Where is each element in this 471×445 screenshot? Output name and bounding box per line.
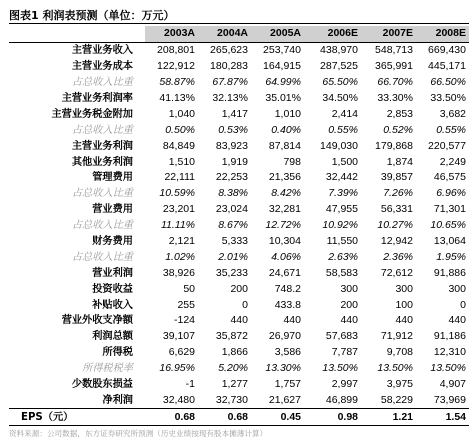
value-cell: 91,186 <box>433 330 466 343</box>
value-cell: 3,975 <box>386 378 413 391</box>
table-row <box>9 202 469 218</box>
row-label: 主营业务利润率 <box>61 93 133 104</box>
value-cell: 73,969 <box>433 393 466 406</box>
value-cell: 365,991 <box>375 60 413 73</box>
value-cell: 3,682 <box>439 107 466 120</box>
value-cell: 208,801 <box>157 44 195 57</box>
value-cell: 13,064 <box>433 235 466 248</box>
value-cell: 32,730 <box>215 393 248 406</box>
value-cell: 200 <box>340 298 358 311</box>
row-label: EPS（元） <box>9 409 145 426</box>
value-cell: 3,586 <box>274 346 301 359</box>
value-cell: 16.95% <box>159 362 195 375</box>
value-cell: 1,010 <box>274 107 301 120</box>
value-cell: 84,849 <box>162 139 195 152</box>
value-cell: 21,627 <box>268 393 301 406</box>
value-cell: 4.06% <box>271 250 301 263</box>
value-cell: 179,868 <box>375 139 413 152</box>
row-label: 主营业务收入 <box>71 45 133 57</box>
value-cell: -1 <box>185 378 195 391</box>
value-cell: 164,915 <box>263 60 301 73</box>
value-cell: 440 <box>395 314 413 327</box>
value-cell: 12,942 <box>380 235 413 248</box>
value-cell: 440 <box>230 314 248 327</box>
ratio-row <box>9 122 469 138</box>
ratio-row <box>9 249 469 265</box>
ratio-row <box>9 361 469 377</box>
value-cell: 47,955 <box>325 203 358 216</box>
value-cell: 180,283 <box>210 60 248 73</box>
value-cell: 8.67% <box>218 219 248 232</box>
value-cell: 8.42% <box>271 187 301 200</box>
value-cell: 1,757 <box>274 378 301 391</box>
table-row <box>9 42 469 58</box>
row-label: 营业费用 <box>92 204 133 216</box>
value-cell: 0.52% <box>383 123 413 136</box>
table-row <box>9 329 469 345</box>
ratio-row <box>9 75 469 91</box>
value-cell: 5,333 <box>221 235 248 248</box>
value-cell: 8.38% <box>218 187 248 200</box>
value-cell: 1.21 <box>361 409 416 426</box>
value-cell: 32,480 <box>162 393 195 406</box>
value-cell: 58,229 <box>380 393 413 406</box>
row-label: 财务费用 <box>92 236 133 248</box>
value-cell: 66.50% <box>430 76 466 89</box>
value-cell: 13.50% <box>430 362 466 375</box>
table-title: 图表1 利润表预测（单位：万元） <box>9 9 175 22</box>
value-cell: 1,866 <box>221 346 248 359</box>
year-header: 2006E <box>304 26 361 42</box>
value-cell: 0 <box>242 298 248 311</box>
table-row <box>9 91 469 107</box>
value-cell: 12.72% <box>265 219 301 232</box>
value-cell: 35,233 <box>215 266 248 279</box>
value-cell: 0.55% <box>436 123 466 136</box>
table-row <box>9 377 469 393</box>
value-cell: 7.26% <box>383 187 413 200</box>
value-cell: 548,713 <box>375 44 413 57</box>
ratio-row <box>9 218 469 234</box>
value-cell: 300 <box>340 282 358 295</box>
value-cell: 41.13% <box>159 92 195 104</box>
table-row <box>9 170 469 186</box>
value-cell: 34.50% <box>322 92 358 104</box>
value-cell: 0 <box>460 298 466 311</box>
value-cell: 2.36% <box>383 250 413 263</box>
value-cell: 2,997 <box>331 378 358 391</box>
row-label: 所得税税率 <box>82 363 133 375</box>
row-label: 管理费用 <box>92 172 133 184</box>
value-cell: 65.50% <box>322 76 358 89</box>
value-cell: 2.01% <box>218 250 248 263</box>
value-cell: 200 <box>230 282 248 295</box>
value-cell: 11.11% <box>160 219 195 232</box>
value-cell: 253,740 <box>263 44 301 57</box>
value-cell: 35.01% <box>265 92 301 104</box>
value-cell: 440 <box>448 314 466 327</box>
value-cell: 10.59% <box>159 187 195 200</box>
table-row <box>9 106 469 122</box>
value-cell: 1.95% <box>436 250 466 263</box>
value-cell: 13.30% <box>265 362 301 375</box>
value-cell: 1,417 <box>221 107 248 120</box>
row-label: 占总收入比重 <box>71 188 133 200</box>
value-cell: 287,525 <box>320 60 358 73</box>
value-cell: 13.50% <box>377 362 413 375</box>
table-row <box>9 392 469 408</box>
value-cell: 1,874 <box>386 155 413 168</box>
row-label: 其他业务利润 <box>71 156 133 168</box>
value-cell: 57,683 <box>325 330 358 343</box>
table-body <box>9 42 469 425</box>
value-cell: 13.50% <box>322 362 358 375</box>
value-cell: 220,577 <box>428 139 466 152</box>
table-row <box>9 313 469 329</box>
eps-row <box>9 409 469 426</box>
value-cell: 33.50% <box>430 92 466 104</box>
value-cell: 1,510 <box>168 155 195 168</box>
row-label: 营业利润 <box>92 267 133 279</box>
value-cell: 748.2 <box>274 282 301 295</box>
value-cell: 1,500 <box>331 155 358 168</box>
year-header: 2003A <box>145 26 198 42</box>
value-cell: 2,121 <box>168 235 195 248</box>
year-header: 2005A <box>251 26 304 42</box>
row-label: 占总收入比重 <box>71 124 133 136</box>
value-cell: 32.13% <box>212 92 248 104</box>
row-label: 占总收入比重 <box>71 220 133 232</box>
row-label: 占总收入比重 <box>71 251 133 263</box>
value-cell: 22,111 <box>164 171 195 184</box>
value-cell: 122,912 <box>157 60 195 73</box>
value-cell: 32,281 <box>268 203 301 216</box>
value-cell: 100 <box>395 298 413 311</box>
table-row <box>9 59 469 75</box>
value-cell: 7,787 <box>331 346 358 359</box>
top-rule <box>9 23 469 24</box>
value-cell: 71,301 <box>433 203 466 216</box>
value-cell: 87,814 <box>268 139 301 152</box>
value-cell: 46,575 <box>433 171 466 184</box>
value-cell: 38,926 <box>162 266 195 279</box>
value-cell: 6,629 <box>168 346 195 359</box>
value-cell: 66.70% <box>377 76 413 89</box>
value-cell: 10,304 <box>268 235 301 248</box>
ratio-row <box>9 186 469 202</box>
value-cell: 669,430 <box>428 44 466 57</box>
value-cell: 9,708 <box>386 346 413 359</box>
value-cell: 0.50% <box>165 123 195 136</box>
value-cell: 10.92% <box>322 219 358 232</box>
value-cell: 6.96% <box>436 187 466 200</box>
value-cell: 50 <box>183 282 195 295</box>
value-cell: 7.39% <box>328 187 358 200</box>
value-cell: 445,171 <box>428 60 466 73</box>
value-cell: 438,970 <box>320 44 358 57</box>
header-label-cell <box>9 26 145 42</box>
value-cell: 1,919 <box>221 155 248 168</box>
table-row <box>9 138 469 154</box>
value-cell: 39,857 <box>380 171 413 184</box>
value-cell: 433.8 <box>274 298 301 311</box>
source-note: 资料来源：公司数据，东方证券研究所预测（历史业绩按现有股本摊薄计算） <box>9 429 268 438</box>
year-header: 2007E <box>361 26 416 42</box>
value-cell: 58.87% <box>159 76 195 89</box>
table-row <box>9 234 469 250</box>
row-label: 主营业务利润 <box>71 140 133 152</box>
row-label: 净利润 <box>102 394 133 406</box>
value-cell: 71,912 <box>380 330 413 343</box>
row-label: 主营业务成本 <box>71 61 133 73</box>
table-row <box>9 345 469 361</box>
row-label: 主营业务税金附加 <box>51 108 133 120</box>
value-cell: 0.53% <box>218 123 248 136</box>
value-cell: 10.65% <box>430 219 466 232</box>
table-row <box>9 154 469 170</box>
row-label: 少数股东损益 <box>71 379 133 391</box>
value-cell: 39,107 <box>162 330 195 343</box>
value-cell: 0.55% <box>328 123 358 136</box>
value-cell: 21,356 <box>268 171 301 184</box>
value-cell: 46,899 <box>325 393 358 406</box>
value-cell: 67.87% <box>212 76 248 89</box>
value-cell: 58,583 <box>325 266 358 279</box>
value-cell: 1,277 <box>221 378 248 391</box>
value-cell: -124 <box>173 314 195 327</box>
value-cell: 24,671 <box>268 266 301 279</box>
value-cell: 23,201 <box>162 203 195 216</box>
value-cell: 255 <box>177 298 195 311</box>
value-cell: 1.02% <box>165 250 195 263</box>
value-cell: 83,923 <box>215 139 248 152</box>
value-cell: 32,442 <box>325 171 358 184</box>
header-row <box>9 26 469 42</box>
value-cell: 265,623 <box>210 44 248 57</box>
year-header: 2004A <box>198 26 251 42</box>
value-cell: 0.98 <box>304 409 361 426</box>
value-cell: 2.63% <box>328 250 358 263</box>
value-cell: 10.27% <box>377 219 413 232</box>
value-cell: 0.68 <box>145 409 198 426</box>
value-cell: 1.54 <box>416 409 469 426</box>
row-label: 投资收益 <box>92 283 133 295</box>
table-row <box>9 297 469 313</box>
row-label: 营业外收支净额 <box>61 315 133 327</box>
row-label: 所得税 <box>102 347 133 359</box>
value-cell: 2,249 <box>439 155 466 168</box>
value-cell: 798 <box>283 155 301 168</box>
value-cell: 440 <box>340 314 358 327</box>
value-cell: 0.45 <box>251 409 304 426</box>
row-label: 利润总额 <box>92 331 133 343</box>
value-cell: 2,853 <box>386 107 413 120</box>
row-label: 占总收入比重 <box>71 77 133 89</box>
year-header: 2008E <box>416 26 469 42</box>
value-cell: 12,310 <box>433 346 466 359</box>
row-label: 补贴收入 <box>92 299 133 311</box>
value-cell: 64.99% <box>265 76 301 89</box>
value-cell: 0.68 <box>198 409 251 426</box>
value-cell: 26,970 <box>268 330 301 343</box>
value-cell: 300 <box>448 282 466 295</box>
value-cell: 91,886 <box>433 266 466 279</box>
value-cell: 440 <box>283 314 301 327</box>
value-cell: 33.30% <box>377 92 413 104</box>
income-statement-table <box>9 26 469 426</box>
value-cell: 4,907 <box>439 378 466 391</box>
value-cell: 22,253 <box>215 171 248 184</box>
value-cell: 11,550 <box>326 235 358 248</box>
value-cell: 2,414 <box>331 107 358 120</box>
value-cell: 300 <box>395 282 413 295</box>
value-cell: 56,331 <box>380 203 413 216</box>
table-row <box>9 265 469 281</box>
value-cell: 23,024 <box>215 203 248 216</box>
value-cell: 149,030 <box>320 139 358 152</box>
value-cell: 5.20% <box>218 362 248 375</box>
table-row <box>9 281 469 297</box>
value-cell: 1,040 <box>168 107 195 120</box>
value-cell: 35,872 <box>215 330 248 343</box>
value-cell: 72,612 <box>380 266 413 279</box>
value-cell: 0.40% <box>271 123 301 136</box>
